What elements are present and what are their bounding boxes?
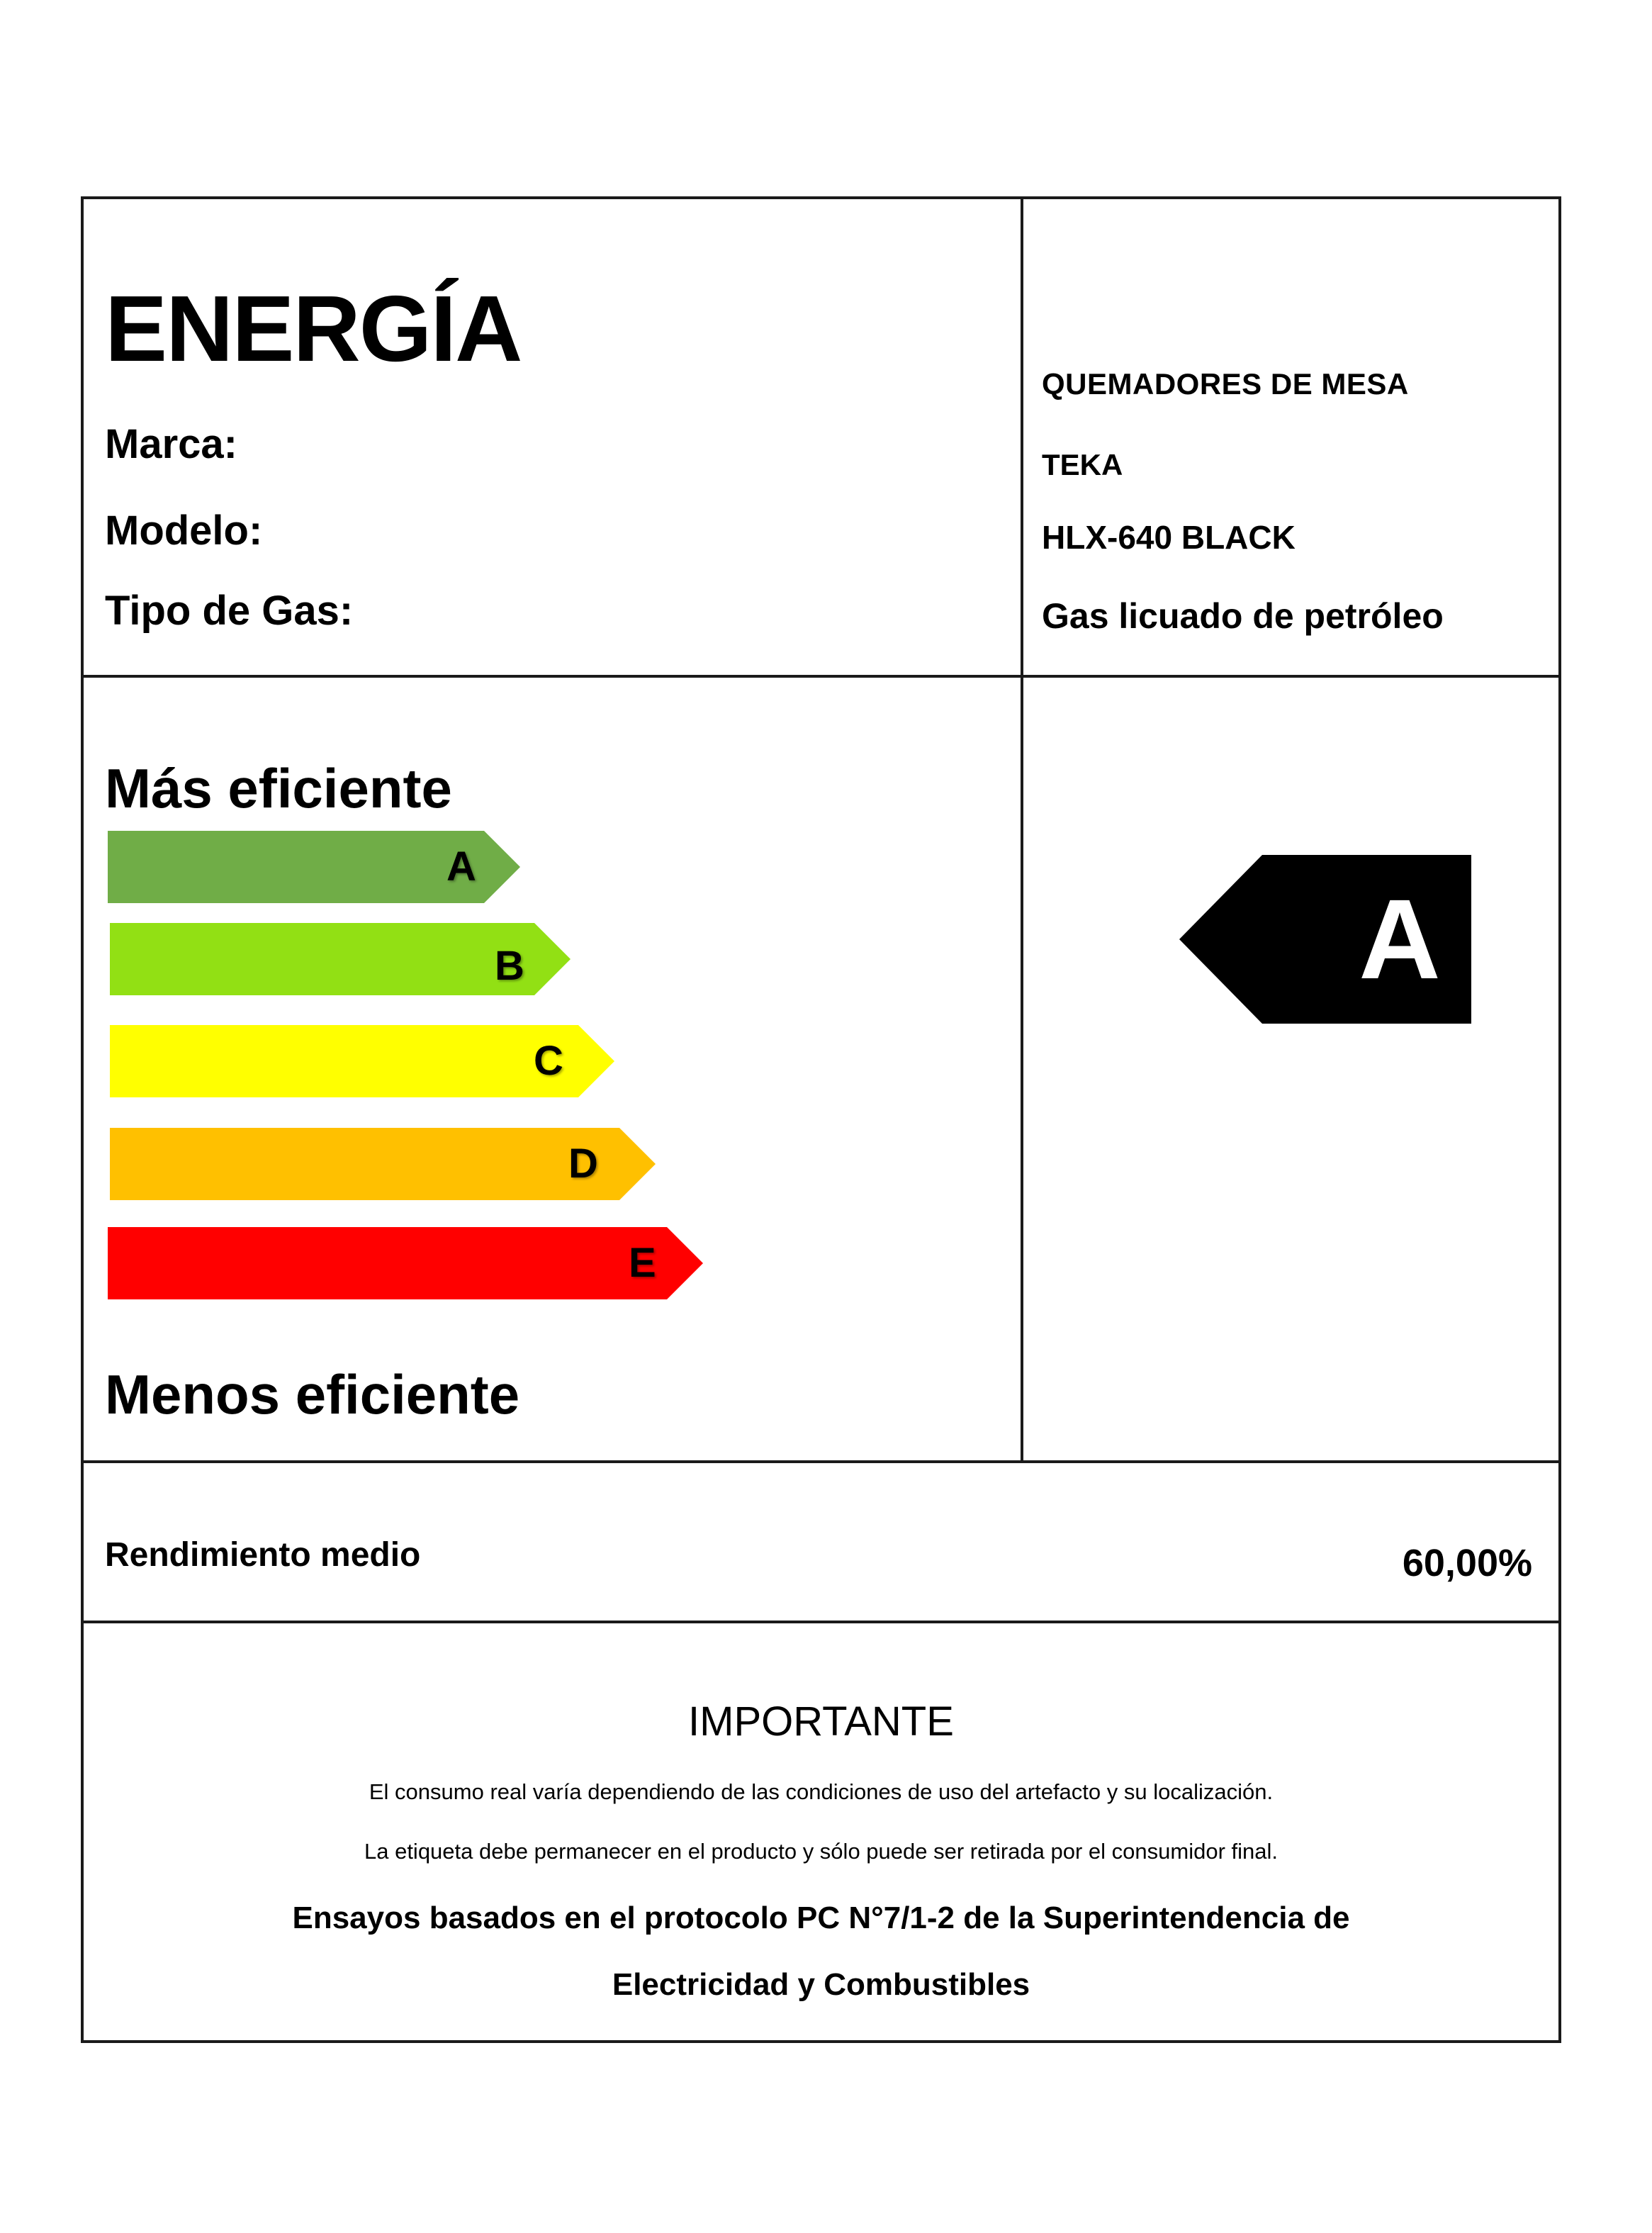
- rating-letter: A: [1359, 875, 1441, 1002]
- grade-bar-b: [110, 923, 571, 995]
- grade-letter-a: A: [446, 844, 476, 890]
- brand-label: Marca:: [105, 421, 237, 467]
- label-title: ENERGÍA: [105, 276, 522, 381]
- label-frame: [81, 196, 1561, 2043]
- least-efficient-label: Menos eficiente: [105, 1363, 520, 1426]
- performance-label: Rendimiento medio: [105, 1536, 421, 1574]
- grade-bar-a: [108, 831, 520, 903]
- model-value: HLX-640 BLACK: [1042, 519, 1296, 556]
- gas-type-label: Tipo de Gas:: [105, 588, 354, 634]
- grade-letter-d: D: [568, 1141, 598, 1187]
- model-label: Modelo:: [105, 508, 263, 554]
- grade-bar-c: [110, 1025, 614, 1097]
- brand-value: TEKA: [1042, 448, 1123, 481]
- gas-type-value: Gas licuado de petróleo: [1042, 596, 1444, 636]
- grade-letter-e: E: [629, 1240, 656, 1286]
- row-divider-2: [81, 1460, 1561, 1463]
- most-efficient-label: Más eficiente: [105, 757, 452, 819]
- grade-letter-b: B: [495, 943, 524, 989]
- notice-line-label-removal: La etiqueta debe permanecer en el producto y sólo puede ser retirada por el consumidor final.: [364, 1839, 1278, 1864]
- column-divider: [1021, 196, 1023, 1463]
- grade-letter-c: C: [534, 1038, 563, 1084]
- row-divider-1: [81, 675, 1561, 678]
- product-type-value: QUEMADORES DE MESA: [1042, 367, 1409, 401]
- grade-bar-d: [110, 1128, 656, 1200]
- row-divider-3: [81, 1621, 1561, 1623]
- notice-line-consumption: El consumo real varía dependiendo de las condiciones de uso del artefacto y su localización.: [369, 1779, 1274, 1804]
- notice-heading: IMPORTANTE: [688, 1698, 954, 1745]
- grade-arrow-e-icon: [108, 1227, 703, 1299]
- notice-line-authority: Electricidad y Combustibles: [612, 1967, 1030, 2002]
- performance-value: 60,00%: [1402, 1542, 1532, 1584]
- notice-line-protocol: Ensayos basados en el protocolo PC N°7/1-2 de la Superintendencia de: [292, 1901, 1350, 1935]
- grade-bar-e: [108, 1227, 703, 1299]
